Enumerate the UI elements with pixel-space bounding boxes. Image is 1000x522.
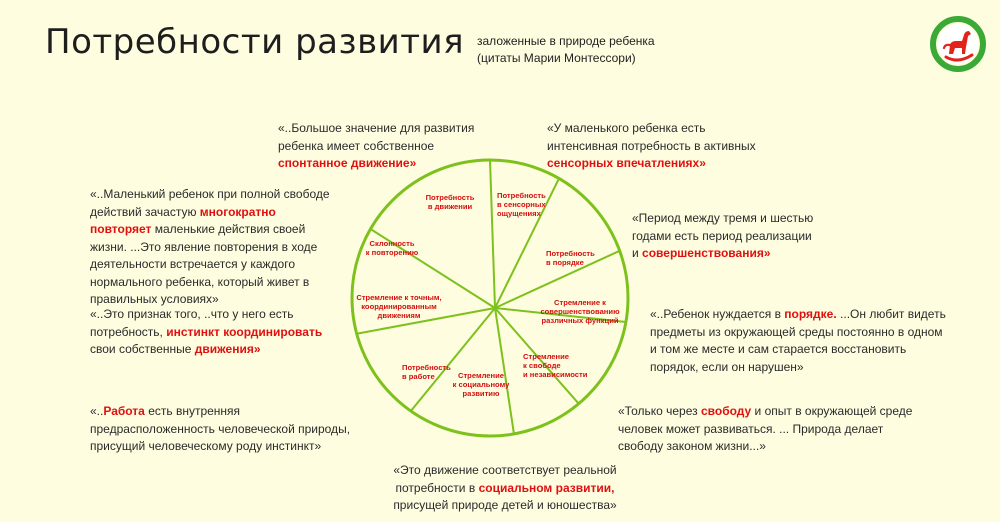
wheel-segment-label: Потребность в движении bbox=[425, 193, 475, 211]
page-subtitle bbox=[477, 33, 655, 67]
quote-order: «..Ребенок нуждается в порядке. ...Он любит видеть предметы из окружающей среды постоянно в одном и том же месте и сам старается восстановить порядок, если он нарушен» bbox=[650, 307, 946, 374]
quote-work: «..Работа есть внутренняя предрасположенность человеческой природы, присущий человеческому роду инстинкт» bbox=[90, 404, 351, 453]
wheel-segment-label: Стремление к совершенствованию различных функций bbox=[540, 298, 620, 325]
quote-social-development: «Это движение соответствует реальной потребности в социальном развитии, присущей природе детей и юношества» bbox=[393, 463, 617, 512]
wheel-segment-label: Потребность в работе bbox=[402, 363, 451, 381]
wheel-segment-label: Стремление к точным, координированным движениям bbox=[356, 293, 442, 320]
needs-wheel bbox=[340, 148, 640, 448]
quote-perfection: «Период между тремя и шестью годами есть период реализации и совершенствования» bbox=[632, 211, 814, 260]
wheel-segment-label: Склонность к повторению bbox=[365, 239, 419, 257]
wheel-segment-label: Потребность в порядке bbox=[546, 249, 595, 267]
subtitle-line-1: заложенные в природе ребенка bbox=[477, 34, 655, 48]
quote-repetition: «..Маленький ребенок при полной свободе действий зачастую многократно повторяет маленькие действия своей жизни. ...Это явление повторения в ходе деятельности встречается у каждого нормального ребенка, который живет в правильных условиях» bbox=[90, 187, 330, 306]
subtitle-line-2: (цитаты Марии Монтессори) bbox=[477, 51, 636, 65]
quote-sensory-impressions: «У маленького ребенка есть интенсивная потребность в активных сенсорных впечатлениях» bbox=[547, 121, 756, 170]
wheel-segment-label: Стремление к социальному развитию bbox=[452, 371, 510, 398]
quote-freedom: «Только через свободу и опыт в окружающей среде человек может развиваться. ... Природа делает свободу законом жизни...» bbox=[618, 404, 913, 453]
wheel-segment-label: Потребность в сенсорных ощущениях bbox=[497, 191, 546, 218]
quote-spontaneous-movement: «..Большое значение для развития ребенка имеет собственное спонтанное движение» bbox=[278, 121, 475, 170]
rocking-horse-icon bbox=[928, 14, 988, 74]
quote-coordination: «..Это признак того, ..что у него есть потребность, инстинкт координировать свои собственные движения» bbox=[90, 307, 323, 356]
page-title: Потребности развития bbox=[45, 22, 465, 62]
wheel-segment-label: Стремление к свободе и независимости bbox=[523, 352, 588, 379]
